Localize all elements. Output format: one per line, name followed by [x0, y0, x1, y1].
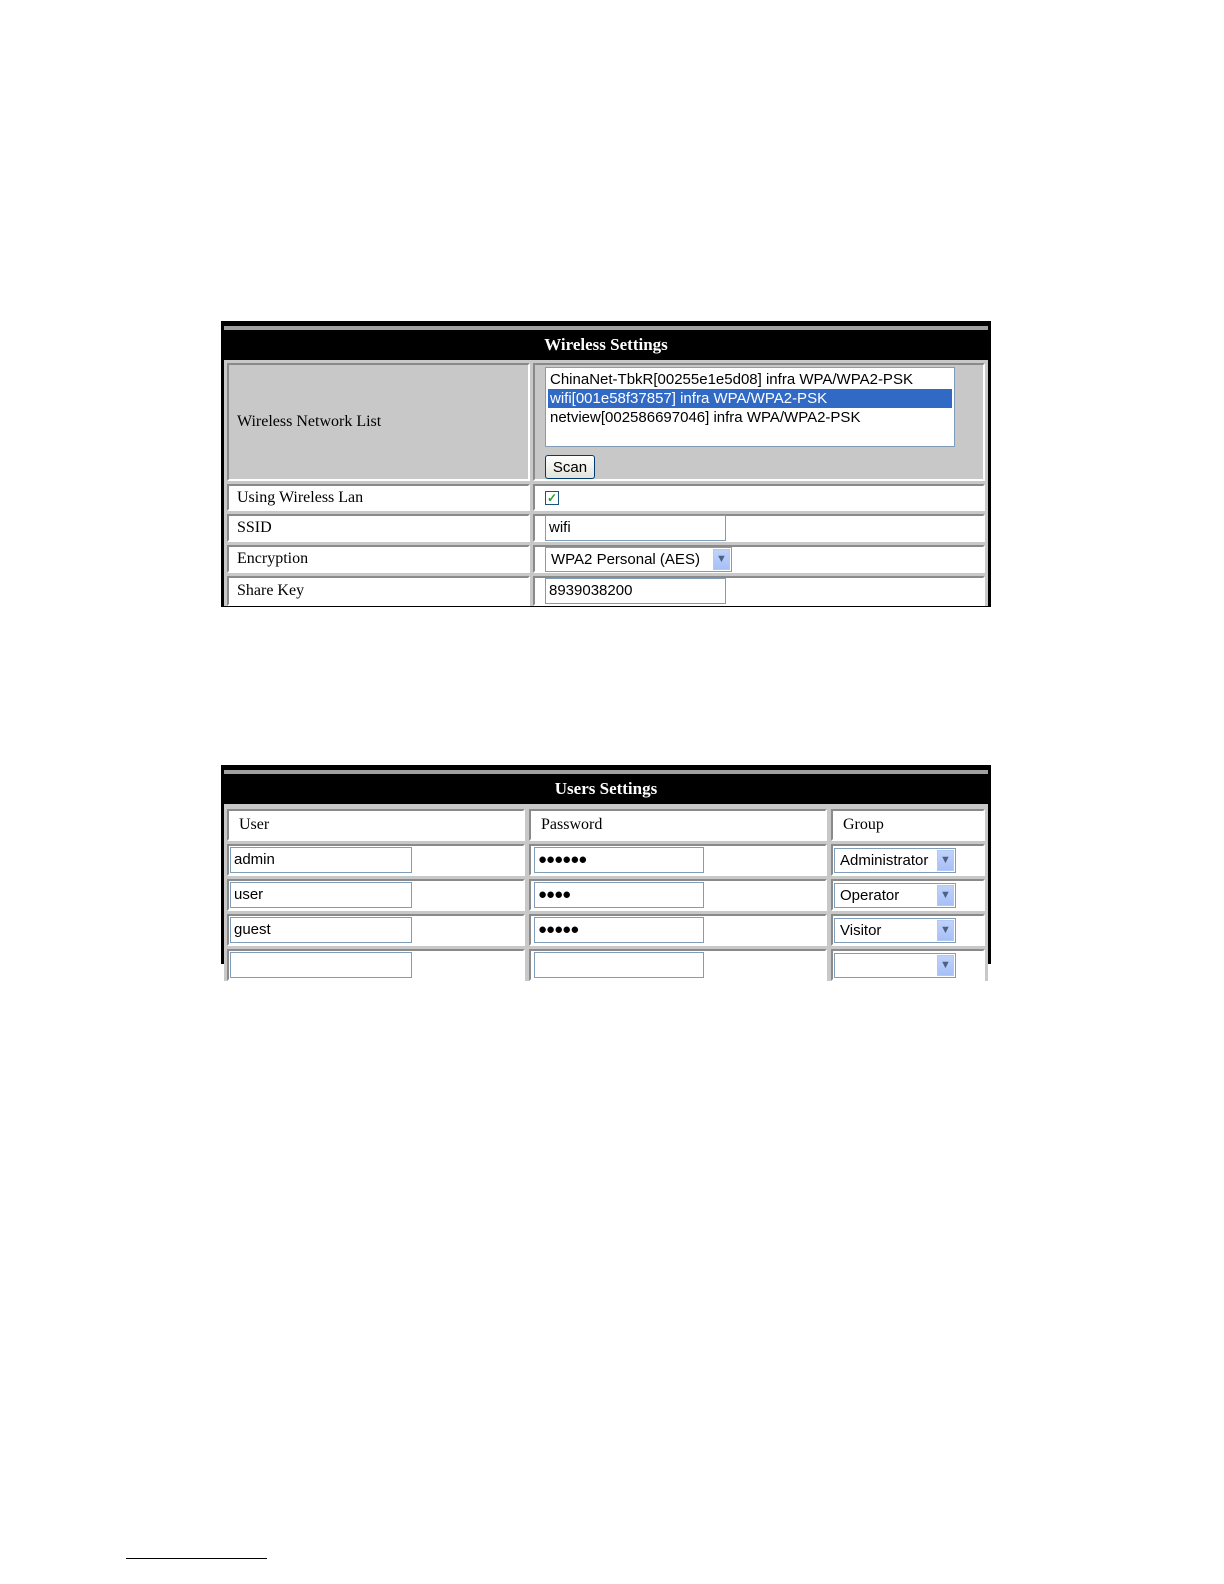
- password-input[interactable]: [534, 952, 704, 978]
- group-select[interactable]: [834, 848, 956, 873]
- network-option[interactable]: netview[002586697046] infra WPA/WPA2-PSK: [550, 409, 861, 426]
- group-cell: [831, 844, 985, 876]
- footnote-separator: [126, 1558, 267, 1559]
- users-settings-title: Users Settings: [554, 779, 658, 798]
- users-settings-panel: [221, 765, 991, 971]
- group-cell: [831, 879, 985, 911]
- password-cell: [529, 844, 827, 876]
- network-list-row: [227, 363, 985, 481]
- password-cell: [529, 949, 827, 981]
- using-wireless-cell: [533, 484, 985, 511]
- wireless-settings-title: Wireless Settings: [544, 335, 668, 354]
- group-selected-value: Operator: [840, 886, 900, 904]
- password-input[interactable]: ●●●●●●: [534, 847, 704, 873]
- group-select[interactable]: [834, 883, 956, 908]
- user-cell: [227, 844, 525, 876]
- share-key-row: [227, 576, 985, 606]
- chevron-down-icon[interactable]: ▼: [937, 885, 954, 906]
- password-input[interactable]: ●●●●●: [534, 917, 704, 943]
- check-icon: ✓: [546, 490, 558, 505]
- wireless-settings-panel: [221, 321, 991, 607]
- user-column-header: User: [227, 809, 525, 841]
- password-column-header: Password: [529, 809, 827, 841]
- username-input[interactable]: guest: [230, 917, 412, 943]
- group-cell: [831, 949, 985, 981]
- network-option-selected[interactable]: wifi[001e58f37857] infra WPA/WPA2-PSK: [548, 389, 952, 408]
- encryption-cell: [533, 545, 985, 573]
- ssid-label: SSID: [227, 514, 530, 542]
- share-key-input[interactable]: 8939038200: [545, 578, 726, 604]
- group-selected-value: Visitor: [840, 921, 882, 939]
- users-header-row: [227, 809, 985, 841]
- ssid-row: [227, 514, 985, 542]
- group-column-header: Group: [831, 809, 985, 841]
- using-wireless-label: Using Wireless Lan: [227, 484, 530, 511]
- encryption-row: [227, 545, 985, 573]
- share-key-cell: [533, 576, 985, 606]
- group-cell: [831, 914, 985, 946]
- chevron-down-icon[interactable]: ▼: [713, 549, 730, 570]
- group-selected-value: Administrator: [840, 851, 929, 869]
- username-input[interactable]: user: [230, 882, 412, 908]
- user-cell: [227, 879, 525, 911]
- chevron-down-icon[interactable]: ▼: [937, 920, 954, 941]
- using-wireless-row: [227, 484, 985, 511]
- chevron-down-icon[interactable]: ▼: [937, 850, 954, 871]
- ssid-input[interactable]: wifi: [545, 515, 726, 541]
- group-select[interactable]: [834, 918, 956, 943]
- password-cell: [529, 879, 827, 911]
- scan-button[interactable]: Scan: [545, 455, 595, 479]
- table-row: [227, 844, 985, 876]
- encryption-select[interactable]: [545, 547, 732, 572]
- username-input[interactable]: [230, 952, 412, 978]
- password-cell: [529, 914, 827, 946]
- encryption-label: Encryption: [227, 545, 530, 573]
- ssid-cell: [533, 514, 985, 542]
- chevron-down-icon[interactable]: ▼: [937, 955, 954, 976]
- wireless-rows: [224, 360, 988, 606]
- using-wireless-checkbox[interactable]: [545, 491, 559, 505]
- network-option[interactable]: ChinaNet-TbkR[00255e1e5d08] infra WPA/WPA2-PSK: [550, 371, 913, 388]
- network-list-cell: [533, 363, 985, 481]
- table-row: [227, 914, 985, 946]
- group-select[interactable]: [834, 953, 956, 978]
- user-cell: [227, 914, 525, 946]
- user-cell: [227, 949, 525, 981]
- network-list-label: Wireless Network List: [227, 363, 530, 481]
- table-row: [227, 879, 985, 911]
- username-input[interactable]: admin: [230, 847, 412, 873]
- users-rows: [224, 804, 988, 981]
- network-listbox[interactable]: [545, 367, 955, 447]
- share-key-label: Share Key: [227, 576, 530, 606]
- table-row-cropped: [227, 949, 985, 981]
- encryption-selected-value: WPA2 Personal (AES): [551, 550, 700, 568]
- password-input[interactable]: ●●●●: [534, 882, 704, 908]
